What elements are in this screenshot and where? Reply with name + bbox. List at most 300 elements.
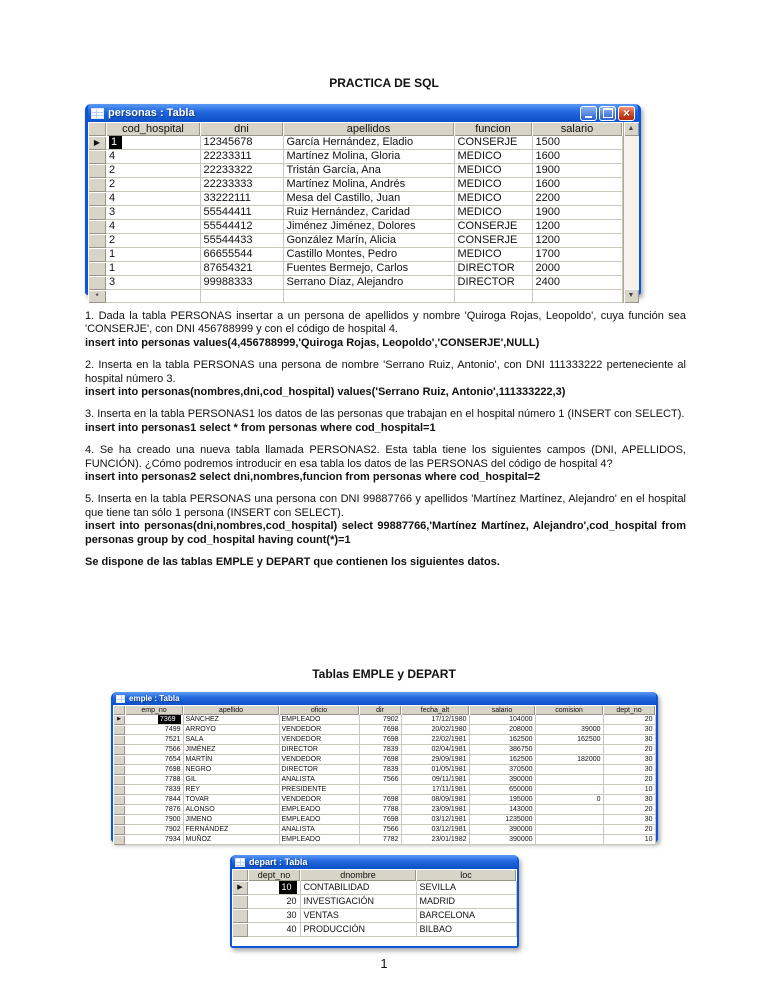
cell[interactable]: 1600 — [532, 178, 622, 192]
cell[interactable]: 17/11/1981 — [401, 785, 469, 795]
cell[interactable]: 7698 — [359, 725, 401, 735]
selected-cell-value: 10 — [279, 881, 296, 894]
cell[interactable]: 2 — [106, 164, 200, 178]
scrollbar-track[interactable] — [624, 136, 639, 289]
cell[interactable]: EMPLEADO — [279, 715, 359, 725]
row-selector[interactable] — [113, 735, 125, 745]
cell[interactable] — [535, 745, 603, 755]
row-selector[interactable] — [113, 765, 125, 775]
cell[interactable]: 7839 — [125, 785, 183, 795]
exercise-question: 3. Inserta en la tabla PERSONAS1 los datos de las personas que trabajan en el hospital número 1 (INSERT con SELECT). — [85, 408, 685, 421]
cell[interactable]: 7844 — [125, 795, 183, 805]
cell[interactable]: 7902 — [125, 825, 183, 835]
cell[interactable] — [535, 835, 603, 845]
column-header-apellidos[interactable]: apellidos — [283, 122, 454, 136]
personas-titlebar[interactable] — [88, 104, 638, 122]
cell[interactable]: 10 — [603, 835, 655, 845]
cell[interactable]: PRESIDENTE — [279, 785, 359, 795]
cell[interactable]: 23/09/1981 — [401, 805, 469, 815]
cell[interactable]: 7698 — [359, 735, 401, 745]
cell[interactable]: 1900 — [532, 206, 622, 220]
cell[interactable]: 23/01/1982 — [401, 835, 469, 845]
cell[interactable]: VENDEDOR — [279, 795, 359, 805]
cell[interactable]: 30 — [603, 765, 655, 775]
minimize-button[interactable] — [580, 106, 597, 121]
table-icon — [116, 695, 125, 703]
cell[interactable]: 208000 — [469, 725, 535, 735]
cell[interactable]: MEDICO — [454, 178, 532, 192]
row-selector[interactable] — [113, 835, 125, 845]
window-title: emple : Tabla — [129, 694, 180, 703]
table-row — [113, 745, 655, 755]
cell[interactable]: ARROYO — [183, 725, 279, 735]
cell[interactable] — [535, 775, 603, 785]
selected-cell-value: 7369 — [158, 715, 181, 724]
cell[interactable]: 370500 — [469, 765, 535, 775]
cell[interactable]: FERNÁNDEZ — [183, 825, 279, 835]
table-row — [88, 206, 622, 220]
cell[interactable]: 20 — [603, 745, 655, 755]
table-row — [113, 775, 655, 785]
cell[interactable]: MEDICO — [454, 150, 532, 164]
cell[interactable]: 09/11/1981 — [401, 775, 469, 785]
cell[interactable]: 7902 — [359, 715, 401, 725]
header-row — [88, 122, 622, 136]
cell[interactable]: CONSERJE — [454, 220, 532, 234]
column-header-fecha_alt[interactable]: fecha_alt — [401, 705, 469, 715]
cell[interactable]: 650000 — [469, 785, 535, 795]
cell[interactable]: EMPLEADO — [279, 835, 359, 845]
cell[interactable]: 20 — [248, 895, 300, 909]
cell[interactable]: 195000 — [469, 795, 535, 805]
cell[interactable]: SEVILLA — [416, 881, 516, 895]
row-selector[interactable] — [88, 206, 106, 220]
column-header-loc[interactable]: loc — [416, 869, 516, 881]
cell[interactable]: 10 — [603, 785, 655, 795]
row-selector[interactable]: ▶ — [113, 715, 125, 725]
cell[interactable]: VENDEDOR — [279, 755, 359, 765]
cell[interactable]: BARCELONA — [416, 909, 516, 923]
exercise-block — [85, 310, 686, 350]
cell[interactable] — [200, 290, 283, 303]
cell[interactable]: ANALISTA — [279, 825, 359, 835]
row-selector[interactable]: ▶ — [232, 881, 248, 895]
column-header-dept_no[interactable]: dept_no — [248, 869, 300, 881]
header-row — [232, 869, 516, 881]
new-row-selector[interactable]: * — [88, 290, 106, 303]
row-selector[interactable] — [113, 775, 125, 785]
cell[interactable]: 7499 — [125, 725, 183, 735]
row-selector[interactable] — [113, 795, 125, 805]
cell[interactable]: 55544411 — [200, 206, 283, 220]
row-selector[interactable] — [113, 815, 125, 825]
cell[interactable]: 1 — [106, 248, 200, 262]
row-selector[interactable] — [113, 745, 125, 755]
cell[interactable]: 7782 — [359, 835, 401, 845]
column-header-dnombre[interactable]: dnombre — [300, 869, 416, 881]
cell[interactable]: 7698 — [359, 795, 401, 805]
cell[interactable]: 7788 — [359, 805, 401, 815]
cell[interactable]: 162500 — [535, 735, 603, 745]
cell[interactable]: 01/05/1981 — [401, 765, 469, 775]
row-selector[interactable] — [88, 150, 106, 164]
column-header-dir[interactable]: dir — [359, 705, 401, 715]
row-selector[interactable] — [113, 725, 125, 735]
cell[interactable]: 22233322 — [200, 164, 283, 178]
cell[interactable]: 03/12/1981 — [401, 815, 469, 825]
depart-titlebar[interactable] — [232, 855, 517, 869]
intro-paragraph: Se dispone de las tablas EMPLE y DEPART que contienen los siguientes datos. — [85, 556, 500, 569]
table-row — [88, 220, 622, 234]
row-selector[interactable] — [232, 895, 248, 909]
cell[interactable]: Castillo Montes, Pedro — [283, 248, 454, 262]
exercise-block — [85, 444, 686, 484]
row-selector-header[interactable] — [232, 869, 248, 881]
column-header-emp_no[interactable]: emp_no — [125, 705, 183, 715]
exercise-question: 2. Inserta en la tabla PERSONAS una persona de nombre 'Serrano Ruiz, Antonio', con DNI 111333222 perteneciente al hospital número 3. — [85, 359, 686, 385]
cell[interactable] — [535, 805, 603, 815]
table-row — [113, 735, 655, 745]
cell[interactable]: 7839 — [359, 745, 401, 755]
cell[interactable] — [248, 881, 300, 895]
cell[interactable]: 182000 — [535, 755, 603, 765]
row-selector[interactable] — [113, 825, 125, 835]
cell[interactable]: 03/12/1981 — [401, 825, 469, 835]
row-selector[interactable] — [88, 220, 106, 234]
exercise-answer: insert into personas1 select * from personas where cod_hospital=1 — [85, 421, 436, 434]
cell[interactable]: CONSERJE — [454, 136, 532, 150]
cell[interactable]: 66655544 — [200, 248, 283, 262]
row-selector[interactable] — [88, 248, 106, 262]
cell[interactable]: NEGRO — [183, 765, 279, 775]
cell[interactable]: PRODUCCIÓN — [300, 923, 416, 937]
cell[interactable]: 30 — [603, 735, 655, 745]
header-row — [113, 705, 655, 715]
cell[interactable] — [532, 290, 622, 303]
window-buttons — [580, 106, 635, 121]
cell[interactable]: 1600 — [532, 150, 622, 164]
table-row — [232, 909, 516, 923]
table-row — [232, 881, 516, 895]
row-selector[interactable]: ▶ — [88, 136, 106, 150]
emple-table — [113, 705, 656, 845]
column-header-funcion[interactable]: funcion — [454, 122, 532, 136]
cell[interactable]: 390000 — [469, 825, 535, 835]
cell[interactable]: Fuentes Bermejo, Carlos — [283, 262, 454, 276]
row-selector[interactable] — [113, 805, 125, 815]
table-row — [113, 815, 655, 825]
cell[interactable]: 1 — [106, 262, 200, 276]
table-row — [113, 715, 655, 725]
cell[interactable]: 3 — [106, 276, 200, 290]
cell[interactable]: 4 — [106, 150, 200, 164]
cell[interactable]: TOVAR — [183, 795, 279, 805]
table-row — [88, 276, 622, 290]
row-selector[interactable] — [232, 923, 248, 937]
cell[interactable]: DIRECTOR — [454, 276, 532, 290]
cell[interactable]: 7934 — [125, 835, 183, 845]
table-row — [88, 234, 622, 248]
cell[interactable]: 3 — [106, 206, 200, 220]
cell[interactable]: Mesa del Castillo, Juan — [283, 192, 454, 206]
cell[interactable]: VENDEDOR — [279, 725, 359, 735]
cell[interactable]: 1900 — [532, 164, 622, 178]
cell[interactable]: VENTAS — [300, 909, 416, 923]
cell[interactable]: MEDICO — [454, 164, 532, 178]
exercise-answer: insert into personas values(4,456788999,'Quiroga Rojas, Leopoldo','CONSERJE',NULL) — [85, 336, 540, 349]
row-selector[interactable] — [88, 178, 106, 192]
datasheet-area — [88, 122, 638, 303]
cell[interactable]: 40 — [248, 923, 300, 937]
cell[interactable]: Martínez Molina, Andrés — [283, 178, 454, 192]
close-button[interactable] — [618, 106, 635, 121]
table-icon — [91, 108, 104, 119]
document-title: PRACTICA DE SQL — [329, 76, 439, 90]
maximize-button[interactable] — [599, 106, 616, 121]
column-header-oficio[interactable]: oficio — [279, 705, 359, 715]
cell[interactable]: 7698 — [125, 765, 183, 775]
table-row — [113, 805, 655, 815]
cell[interactable]: 2400 — [532, 276, 622, 290]
row-selector[interactable] — [232, 909, 248, 923]
cell[interactable]: García Hernández, Eladio — [283, 136, 454, 150]
cell[interactable]: JIMÉNEZ — [183, 745, 279, 755]
cell[interactable]: Ruiz Hernández, Caridad — [283, 206, 454, 220]
table-row — [88, 164, 622, 178]
cell[interactable]: CONTABILIDAD — [300, 881, 416, 895]
cell[interactable] — [535, 815, 603, 825]
cell[interactable]: MEDICO — [454, 206, 532, 220]
tables-heading: Tablas EMPLE y DEPART — [312, 667, 456, 681]
cell[interactable]: 1235000 — [469, 815, 535, 825]
cell[interactable]: BILBAO — [416, 923, 516, 937]
exercise-answer: insert into personas2 select dni,nombres,funcion from personas where cod_hospital=2 — [85, 471, 541, 484]
cell[interactable]: GIL — [183, 775, 279, 785]
cell[interactable] — [454, 290, 532, 303]
cell[interactable]: 2000 — [532, 262, 622, 276]
cell[interactable]: 55544412 — [200, 220, 283, 234]
table-row — [88, 248, 622, 262]
exercise-question: 4. Se ha creado una nueva tabla llamada PERSONAS2. Esta tabla tiene los siguientes campos (DNI, APELLIDOS, FUNCIÓN). ¿Cómo podremos introducir en esa tabla los datos de las PERSONAS del código de hospital 4? — [85, 444, 686, 470]
cell[interactable]: ALONSO — [183, 805, 279, 815]
cell[interactable]: 162500 — [469, 735, 535, 745]
table-row — [113, 835, 655, 845]
cell[interactable]: MARTÍN — [183, 755, 279, 765]
cell[interactable]: 1700 — [532, 248, 622, 262]
row-selector[interactable] — [88, 234, 106, 248]
cell[interactable]: 17/12/1980 — [401, 715, 469, 725]
cell[interactable] — [535, 765, 603, 775]
cell[interactable]: 7521 — [125, 735, 183, 745]
column-header-salario[interactable]: salario — [532, 122, 622, 136]
cell[interactable]: 1500 — [532, 136, 622, 150]
cell[interactable]: 20 — [603, 775, 655, 785]
cell[interactable]: 99988333 — [200, 276, 283, 290]
cell[interactable]: 7566 — [359, 825, 401, 835]
datasheet-area — [113, 705, 656, 845]
cell[interactable]: 30 — [603, 755, 655, 765]
table-row — [88, 150, 622, 164]
cell[interactable]: 33222111 — [200, 192, 283, 206]
cell[interactable]: 55544433 — [200, 234, 283, 248]
cell[interactable]: 7876 — [125, 805, 183, 815]
exercise-block — [85, 359, 686, 399]
cell[interactable]: 104000 — [469, 715, 535, 725]
cell[interactable]: MEDICO — [454, 192, 532, 206]
cell[interactable]: DIRECTOR — [454, 262, 532, 276]
table-row — [113, 765, 655, 775]
cell[interactable] — [535, 785, 603, 795]
cell[interactable]: MADRID — [416, 895, 516, 909]
exercise-question: 5. Inserta en la tabla PERSONAS una persona con DNI 99887766 y apellidos 'Martínez Martínez, Alejandro' en el hospital que tiene tan sólo 1 persona (INSERT con SELECT). — [85, 493, 686, 519]
column-header-apellido[interactable]: apellido — [183, 705, 279, 715]
cell[interactable]: 7566 — [359, 775, 401, 785]
cell[interactable]: 2 — [106, 178, 200, 192]
cell[interactable]: 7788 — [125, 775, 183, 785]
cell[interactable]: 30 — [603, 795, 655, 805]
personas-table — [88, 122, 623, 303]
cell[interactable]: 20/02/1980 — [401, 725, 469, 735]
cell[interactable]: 2200 — [532, 192, 622, 206]
exercise-question: 1. Dada la tabla PERSONAS insertar a un persona de apellidos y nombre 'Quiroga Rojas, Leopoldo', cuya función sea 'CONSERJE', con DNI 456788999 y con el código de hospital 4. — [85, 310, 686, 336]
column-header-salario[interactable]: salario — [469, 705, 535, 715]
cell[interactable]: 7654 — [125, 755, 183, 765]
row-selector[interactable] — [88, 276, 106, 290]
cell[interactable] — [106, 290, 200, 303]
table-row — [113, 795, 655, 805]
cell[interactable]: DIRECTOR — [279, 765, 359, 775]
table-row — [88, 192, 622, 206]
row-selector[interactable] — [88, 164, 106, 178]
scroll-down-icon[interactable]: ▼ — [624, 289, 639, 303]
cell[interactable]: 02/04/1981 — [401, 745, 469, 755]
cell[interactable]: EMPLEADO — [279, 805, 359, 815]
cell[interactable]: 7900 — [125, 815, 183, 825]
cell[interactable]: 22233311 — [200, 150, 283, 164]
cell[interactable]: 1200 — [532, 234, 622, 248]
cell[interactable]: EMPLEADO — [279, 815, 359, 825]
column-header-dept_no[interactable]: dept_no — [603, 705, 655, 715]
exercise-block — [85, 493, 686, 547]
cell[interactable]: 0 — [535, 795, 603, 805]
cell[interactable]: CONSERJE — [454, 234, 532, 248]
table-icon — [235, 858, 245, 867]
cell[interactable]: 39000 — [535, 725, 603, 735]
cell[interactable]: REY — [183, 785, 279, 795]
table-row — [88, 178, 622, 192]
new-row — [88, 290, 622, 303]
cell[interactable]: 7698 — [359, 815, 401, 825]
cell[interactable]: 22233333 — [200, 178, 283, 192]
cell[interactable]: SALA — [183, 735, 279, 745]
cell[interactable]: 143000 — [469, 805, 535, 815]
cell[interactable]: Tristán García, Ana — [283, 164, 454, 178]
cell[interactable]: SÁNCHEZ — [183, 715, 279, 725]
table-row — [113, 785, 655, 795]
scroll-up-icon[interactable]: ▲ — [624, 122, 639, 136]
row-selector-header[interactable] — [113, 705, 125, 715]
cell[interactable]: 7566 — [125, 745, 183, 755]
cell[interactable] — [535, 715, 603, 725]
cell[interactable]: 20 — [603, 825, 655, 835]
window-title: personas : Tabla — [108, 107, 195, 119]
cell[interactable]: 30 — [603, 815, 655, 825]
cell[interactable] — [125, 715, 183, 725]
row-selector-header[interactable] — [88, 122, 106, 136]
exercise-answer: insert into personas(dni,nombres,cod_hospital) select 99887766,'Martínez Martínez, Alejandro',cod_hospital from personas group by cod_hospital having count(*)=1 — [85, 520, 686, 546]
cell[interactable]: VENDEDOR — [279, 735, 359, 745]
exercise-text — [85, 310, 686, 570]
cell[interactable]: 7839 — [359, 765, 401, 775]
column-header-comision[interactable]: comision — [535, 705, 603, 715]
cell[interactable]: 4 — [106, 220, 200, 234]
cell[interactable]: 30 — [603, 725, 655, 735]
cell[interactable] — [106, 136, 200, 150]
cell[interactable] — [283, 290, 454, 303]
depart-table — [232, 869, 517, 937]
emple-titlebar[interactable] — [113, 692, 656, 705]
table-row — [113, 825, 655, 835]
cell[interactable] — [535, 825, 603, 835]
cell[interactable]: 7698 — [359, 755, 401, 765]
column-header-dni[interactable]: dni — [200, 122, 283, 136]
cell[interactable] — [359, 785, 401, 795]
column-header-cod_hospital[interactable]: cod_hospital — [106, 122, 200, 136]
cell[interactable]: INVESTIGACIÓN — [300, 895, 416, 909]
exercise-answer: insert into personas(nombres,dni,cod_hospital) values('Serrano Ruiz, Antonio',111333222,3) — [85, 386, 566, 399]
cell[interactable]: Jiménez Jiménez, Dolores — [283, 220, 454, 234]
cell[interactable]: 29/09/1981 — [401, 755, 469, 765]
cell[interactable]: 390000 — [469, 775, 535, 785]
emple-window — [111, 692, 658, 842]
cell[interactable]: 2 — [106, 234, 200, 248]
cell[interactable]: 12345678 — [200, 136, 283, 150]
row-selector[interactable] — [113, 755, 125, 765]
cell[interactable]: 4 — [106, 192, 200, 206]
table-row — [113, 725, 655, 735]
row-selector[interactable] — [88, 192, 106, 206]
cell[interactable]: MEDICO — [454, 248, 532, 262]
cell[interactable]: 390000 — [469, 835, 535, 845]
cell[interactable]: 30 — [248, 909, 300, 923]
cell[interactable]: Serrano Díaz, Alejandro — [283, 276, 454, 290]
personas-window — [85, 104, 641, 301]
cell[interactable]: 08/09/1981 — [401, 795, 469, 805]
cell[interactable]: MUÑOZ — [183, 835, 279, 845]
cell[interactable]: 87654321 — [200, 262, 283, 276]
window-title: depart : Tabla — [249, 857, 308, 867]
table-row — [232, 923, 516, 937]
cell[interactable]: 162500 — [469, 755, 535, 765]
row-selector[interactable] — [88, 262, 106, 276]
cell[interactable]: 386750 — [469, 745, 535, 755]
cell[interactable]: Martínez Molina, Gloria — [283, 150, 454, 164]
cell[interactable]: 20 — [603, 715, 655, 725]
cell[interactable]: 22/02/1981 — [401, 735, 469, 745]
table-row — [232, 895, 516, 909]
vertical-scrollbar[interactable] — [623, 122, 639, 303]
cell[interactable]: JIMENO — [183, 815, 279, 825]
row-selector[interactable] — [113, 785, 125, 795]
selected-cell-value: 1 — [109, 136, 122, 149]
cell[interactable]: DIRECTOR — [279, 745, 359, 755]
table-row — [113, 755, 655, 765]
cell[interactable]: González Marín, Alicia — [283, 234, 454, 248]
cell[interactable]: ANALISTA — [279, 775, 359, 785]
page-number: 1 — [380, 956, 388, 971]
cell[interactable]: 1200 — [532, 220, 622, 234]
cell[interactable]: 20 — [603, 805, 655, 815]
